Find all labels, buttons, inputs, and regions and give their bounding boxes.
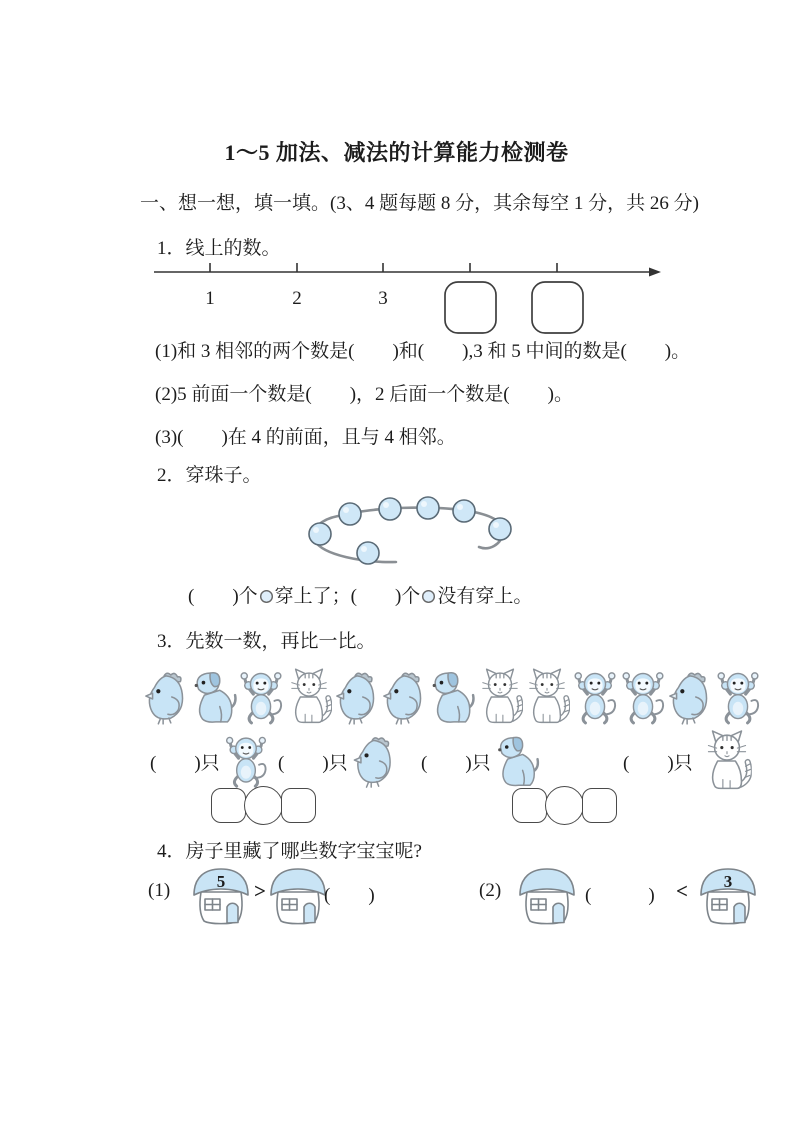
bird-icon: [351, 733, 397, 789]
number-line: [150, 256, 670, 340]
number-box: [211, 788, 246, 823]
q2-answer-part2: 穿上了；( )个: [274, 586, 421, 607]
cat-icon: [477, 664, 523, 730]
loose-bead-icon: [489, 518, 511, 540]
threaded-bead-icon: [417, 497, 439, 519]
threaded-bead-icon: [309, 523, 331, 545]
comparison-boxes-right: [512, 786, 617, 825]
comparison-sign-circle: [244, 786, 283, 825]
greater-than-sign: >: [254, 879, 266, 903]
less-than-sign: <: [676, 879, 688, 903]
animal-row: [143, 658, 761, 730]
cat-icon: [699, 730, 755, 792]
cat-icon: [286, 664, 332, 730]
q4-label: 4．房子里藏了哪些数字宝宝呢?: [157, 841, 422, 862]
q4-item2-blank: ( ): [585, 885, 655, 906]
arrowhead-icon: [649, 268, 661, 277]
bead-highlight: [493, 522, 499, 528]
comparison-boxes-left: [211, 786, 316, 825]
bead-highlight: [383, 502, 389, 508]
q1-sub2: (2)5 前面一个数是( )，2 后面一个数是( )。: [155, 384, 573, 405]
monkey-icon: [620, 664, 666, 730]
loose-beads: [357, 518, 511, 564]
q4-item1-index: (1): [148, 880, 171, 901]
q1-sub3: (3)( )在 4 的前面，且与 4 相邻。: [155, 427, 456, 448]
bead-highlight: [457, 504, 463, 510]
loose-bead-icon: [357, 542, 379, 564]
beads-illustration: [293, 483, 555, 583]
count-blank: ( )只: [421, 752, 491, 774]
house-roof-number: 5: [216, 872, 226, 891]
number-box: [512, 788, 547, 823]
monkey-icon: [238, 664, 284, 730]
bead-highlight: [421, 501, 427, 507]
number-box: [281, 788, 316, 823]
house-icon: [518, 865, 576, 929]
house-roof-number: 3: [723, 872, 733, 891]
number-box: [582, 788, 617, 823]
dog-icon: [494, 733, 540, 789]
answer-box: [445, 282, 496, 333]
bead-highlight: [361, 546, 367, 552]
dog-icon: [191, 664, 237, 730]
house-icon: [192, 865, 250, 929]
bead-icon: [259, 589, 274, 604]
q2-label: 2．穿珠子。: [157, 465, 262, 486]
count-group-monkey: [150, 730, 269, 792]
q2-answer-line: [188, 581, 532, 608]
tick-label: 2: [292, 288, 302, 309]
count-group-cat: [623, 730, 755, 792]
cat-icon: [524, 664, 570, 730]
bead-highlight: [313, 527, 319, 533]
threaded-bead-icon: [379, 498, 401, 520]
q3-label: 3．先数一数，再比一比。: [157, 631, 376, 652]
section-heading: 一、想一想，填一填。(3、4 题每题 8 分，其余每空 1 分，共 26 分): [140, 193, 699, 214]
comparison-sign-circle: [545, 786, 584, 825]
q4-item2-index: (2): [479, 880, 502, 901]
bird-icon: [143, 664, 189, 730]
q4-item1-blank: ( ): [324, 885, 375, 906]
count-blank: ( )只: [623, 752, 693, 774]
q1-label: 1．线上的数。: [157, 238, 281, 259]
page-title: 1～5 加法、减法的计算能力检测卷: [224, 140, 569, 165]
bird-icon: [381, 664, 427, 730]
q1-sub1: (1)和 3 相邻的两个数是( )和( ),3 和 5 中间的数是( )。: [155, 341, 691, 362]
q2-answer-part1: ( )个: [188, 586, 258, 607]
monkey-icon: [715, 664, 761, 730]
count-group-bird: [278, 730, 397, 792]
house-icon: [269, 865, 327, 929]
tick-label: 1: [205, 288, 215, 309]
q2-answer-part3: 没有穿上。: [437, 586, 533, 607]
monkey-icon: [572, 664, 618, 730]
house-icon: [699, 865, 757, 929]
bird-icon: [334, 664, 380, 730]
threaded-beads: [309, 497, 475, 545]
bead-highlight: [343, 507, 349, 513]
threaded-bead-icon: [339, 503, 361, 525]
bird-icon: [667, 664, 713, 730]
count-blank: ( )只: [150, 752, 220, 774]
dog-icon: [429, 664, 475, 730]
bead-icon: [421, 589, 436, 604]
count-group-dog: [421, 730, 540, 792]
answer-box: [532, 282, 583, 333]
tick-label: 3: [378, 288, 388, 309]
monkey-icon: [223, 733, 269, 789]
count-blank: ( )只: [278, 752, 348, 774]
threaded-bead-icon: [453, 500, 475, 522]
